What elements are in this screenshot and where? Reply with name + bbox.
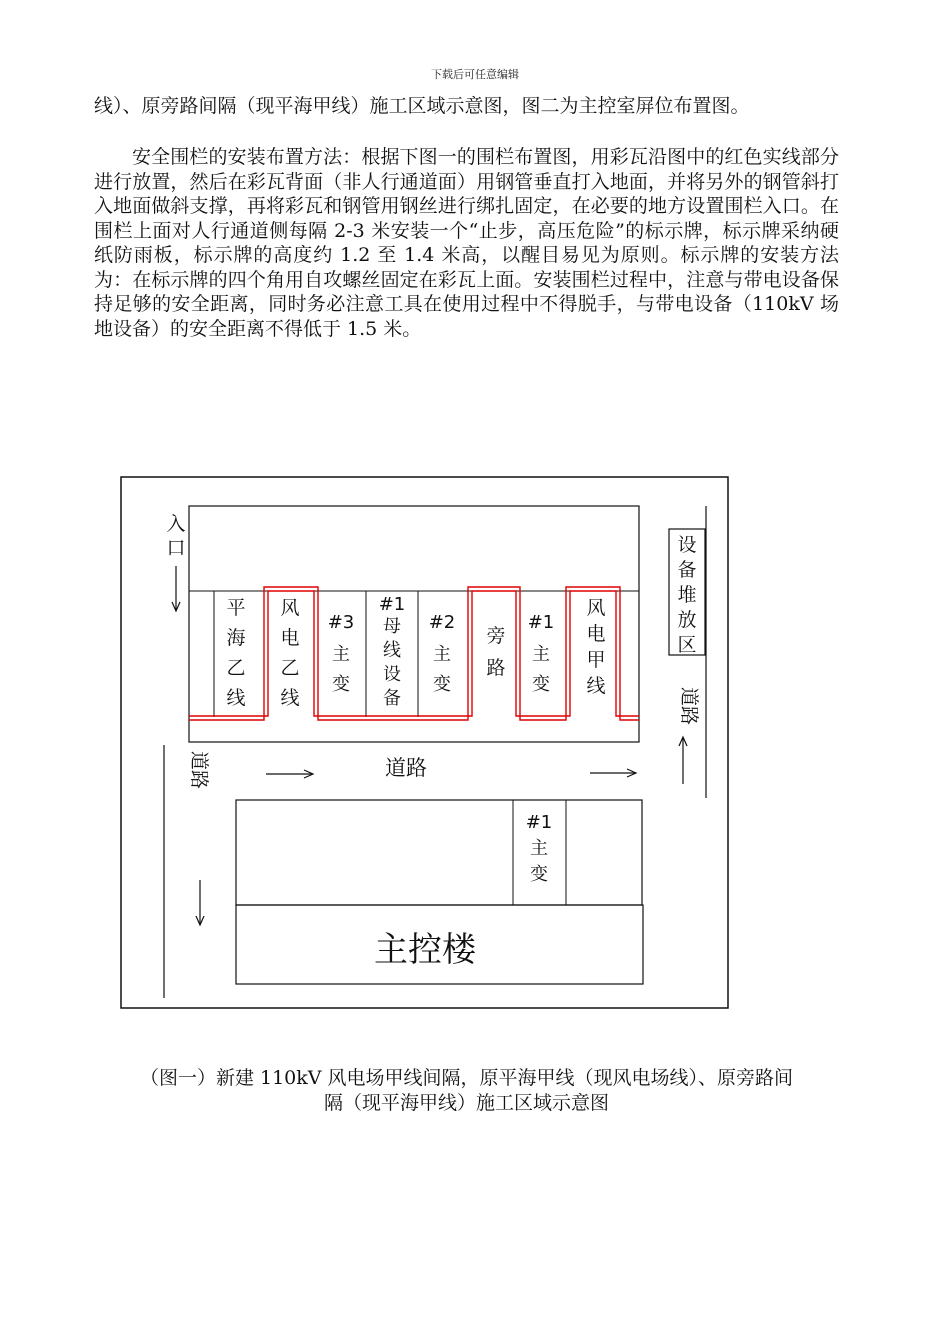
entrance-label: 入口 [166,513,186,559]
figure-caption [94,1066,839,1116]
paragraph-text: 安全围栏的安装布置方法：根据下图一的围栏布置图，用彩瓦沿图中的红色实线部分进行放置，然后在彩瓦背面（非人行通道面）用钢管垂直打入地面，并将另外的钢管斜打入地面做斜支撑，再将彩瓦和钢管用钢丝进行绑扎固定，在必要的地方设置围栏入口。在围栏上面对人行通道侧每隔 2-3 米安装一个“止步，高压危险”的标示牌，标示牌采纳硬纸防雨板，标示牌的高度约 1.2 至 1.4 米高，以醒目易见为原则。标示牌的安装方法为：在标示牌的四个角用自攻螺丝固定在彩瓦上面。安装围栏过程中，注意与带电设备保持足够的安全距离，同时务必注意工具在使用过程中不得脱手，与带电设备（110kV 场地设备）的安全距离不得低于 1.5 米。 [94,146,839,340]
main-building-label: 主控楼 [374,930,476,970]
lower-transformer-label: #1 主变 [525,812,553,885]
paragraph-text: 线）、原旁路间隔（现平海甲线）施工区域示意图，图二为主控室屏位布置图。 [94,95,750,117]
caption-line-1: （图一）新建 110kV 风电场甲线间隔，原平海甲线（现风电场线）、原旁路间 [139,1067,794,1089]
down-arrow [196,880,204,925]
bay-label-bus-1: #1 母线设备 [378,594,406,709]
body-paragraph-1 [94,94,839,119]
page-header: 下载后可任意编辑 [431,68,519,81]
body-paragraph-2 [94,145,839,341]
caption-line-2: 隔（现平海甲线）施工区域示意图 [323,1092,609,1114]
bay-label-transformer-3: #3 主变 [327,612,355,695]
bay-label-bypass: 旁路 [486,625,506,679]
lower-area [236,800,642,905]
entrance-arrow [172,566,180,611]
middle-road-label: 道路 [385,756,427,780]
bay-label-transformer-1: #1 主变 [527,612,555,695]
bay-label-fengdian-b: 风电乙线 [280,597,300,709]
left-road-label: 道路 [188,750,210,790]
up-arrow [679,737,687,784]
right-arrow-left [266,770,313,778]
safety-fence [189,587,639,720]
right-road-label: 道路 [678,686,700,726]
bay-label-fengdian-a: 风电甲线 [586,597,606,697]
bay-label-pinghai-b: 平海乙线 [226,597,246,709]
bay-label-transformer-2: #2 主变 [428,612,456,695]
construction-area-diagram [118,474,732,1014]
storage-area-label: 设备堆放区 [677,534,697,656]
switchyard-area [189,506,639,742]
right-arrow-right [590,769,636,777]
